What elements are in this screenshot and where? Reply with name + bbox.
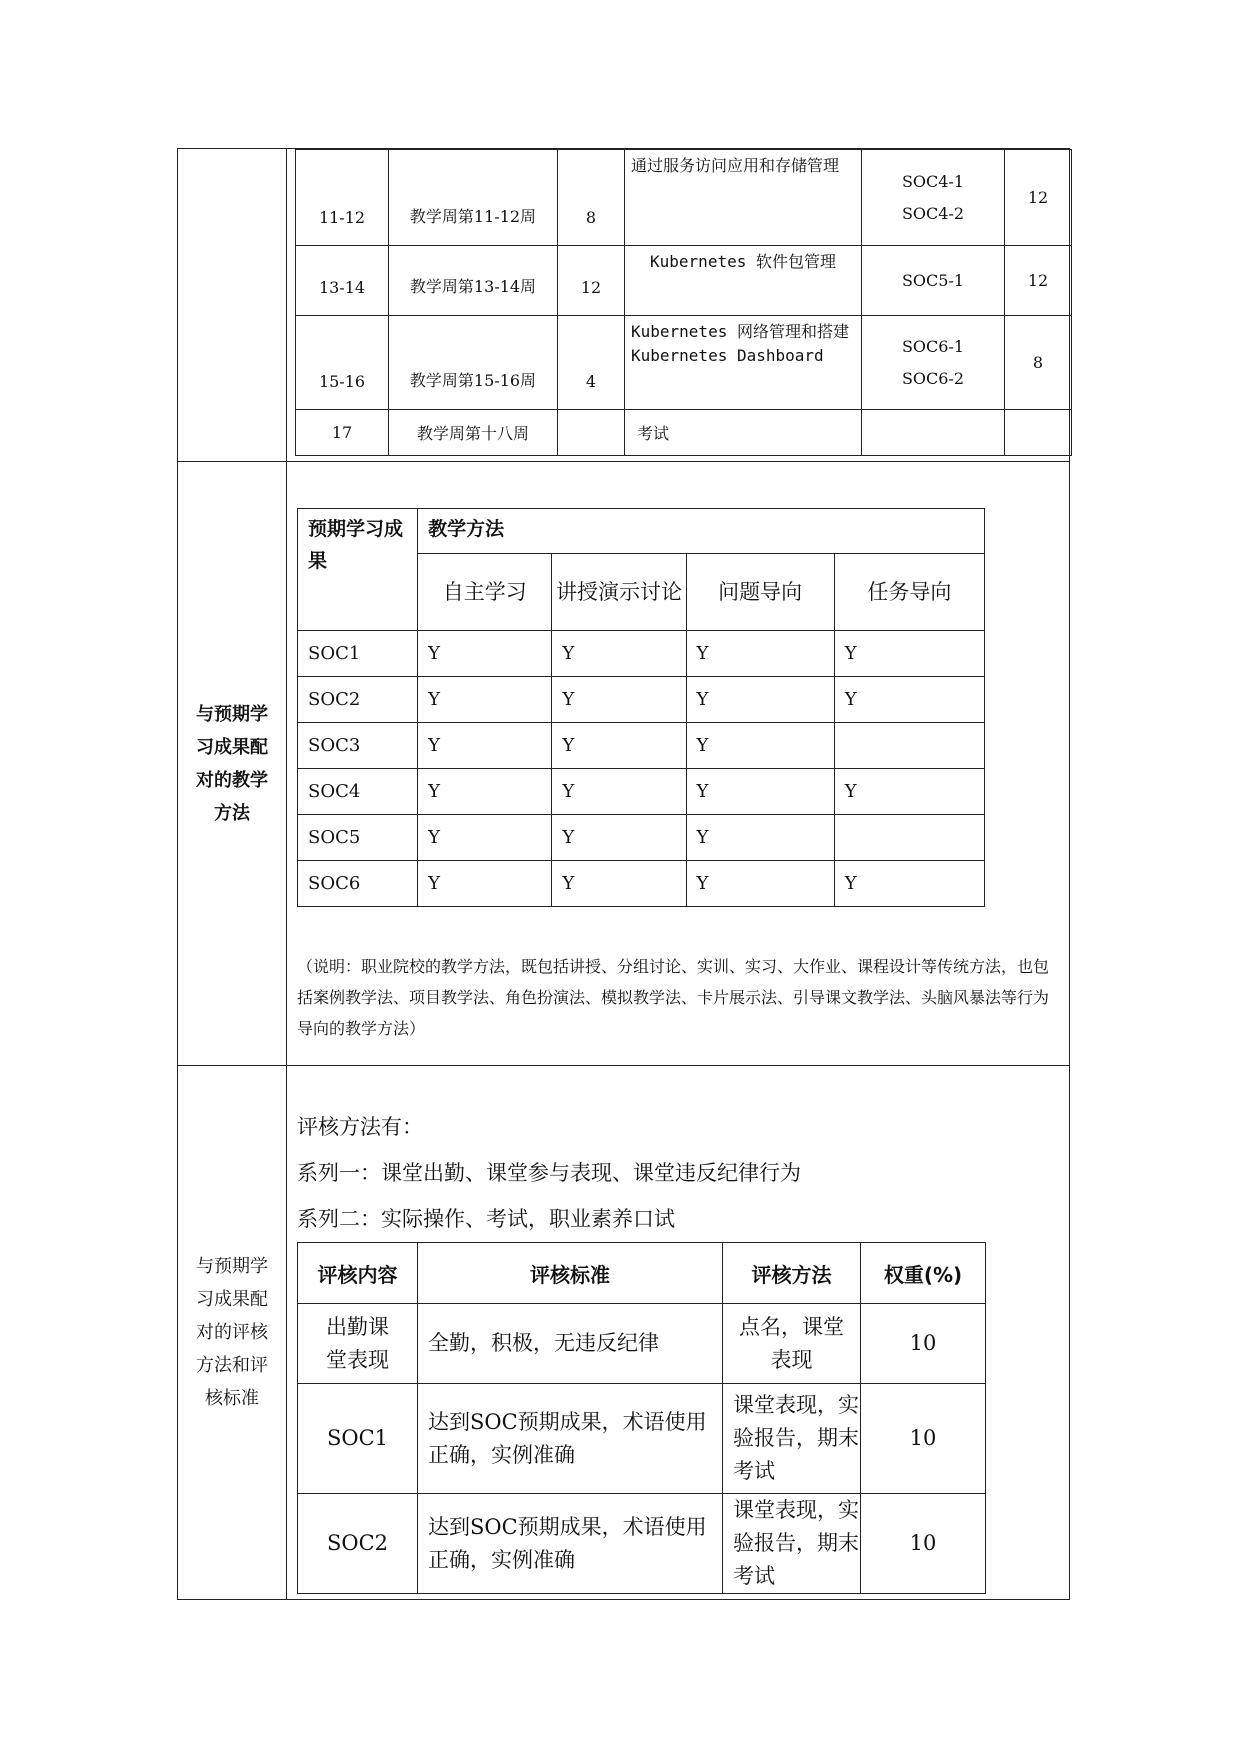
hours-cell xyxy=(558,410,625,456)
soc-code: SOC4-2 xyxy=(901,203,965,223)
method-mark: Y xyxy=(418,861,552,907)
method-mark: Y xyxy=(552,631,686,677)
table-row xyxy=(298,815,985,861)
method-mark: Y xyxy=(834,631,984,677)
teaching-methods-note: （说明：职业院校的教学方法，既包括讲授、分组讨论、实训、实习、大作业、课程设计等传统方法，也包括案例教学法、项目教学法、角色扮演法、模拟教学法、卡片展示法、引导课文教学法、头脑风暴法等行为导向的教学方法） xyxy=(297,957,1050,1038)
assessment-container xyxy=(287,1066,1070,1600)
section-label: 与预期学习成果配对的评核方法和评核标准 xyxy=(196,1256,268,1409)
hours-cell: 8 xyxy=(558,150,625,246)
content-cell: Kubernetes 软件包管理 xyxy=(625,246,862,316)
weight-cell xyxy=(1005,410,1072,456)
period-cell: 教学周第11-12周 xyxy=(389,150,558,246)
schedule-table xyxy=(295,149,1072,456)
content-cell: Kubernetes 网络管理和搭建Kubernetes Dashboard xyxy=(625,316,862,410)
soc-cell xyxy=(862,150,1005,246)
assess-weight: 10 xyxy=(861,1304,986,1384)
method-mark: Y xyxy=(686,723,834,769)
method-mark: Y xyxy=(418,723,552,769)
method-mark: Y xyxy=(686,861,834,907)
schedule-section xyxy=(178,149,1070,462)
assess-header: 评核方法 xyxy=(723,1243,861,1304)
weight-cell: 8 xyxy=(1005,316,1072,410)
assess-header: 评核内容 xyxy=(298,1243,418,1304)
method-mark: Y xyxy=(418,631,552,677)
teaching-methods-table xyxy=(297,508,985,907)
method-mark: Y xyxy=(418,677,552,723)
method-mark: Y xyxy=(686,677,834,723)
weight-cell: 12 xyxy=(1005,150,1072,246)
week-cell: 13-14 xyxy=(296,246,389,316)
method-mark: Y xyxy=(552,815,686,861)
method-mark: Y xyxy=(686,631,834,677)
assessment-intro: 评核方法有： xyxy=(297,1115,423,1139)
soc-cell xyxy=(862,316,1005,410)
assessment-section xyxy=(178,1066,1070,1600)
method-header: 问题导向 xyxy=(686,554,834,631)
table-row xyxy=(298,677,985,723)
table-row xyxy=(298,631,985,677)
weight-cell: 12 xyxy=(1005,246,1072,316)
soc-label: SOC5 xyxy=(298,815,418,861)
schedule-row xyxy=(296,246,1072,316)
period-cell: 教学周第十八周 xyxy=(389,410,558,456)
hours-cell: 12 xyxy=(558,246,625,316)
soc-code: SOC4-1 xyxy=(901,171,965,191)
method-mark: Y xyxy=(552,769,686,815)
soc-label: SOC6 xyxy=(298,861,418,907)
table-row xyxy=(298,1494,986,1594)
method-header: 自主学习 xyxy=(418,554,552,631)
table-row xyxy=(298,769,985,815)
assessment-series-2: 系列二：实际操作、考试，职业素养口试 xyxy=(297,1207,675,1231)
table-row xyxy=(298,723,985,769)
outcome-header: 预期学习成果 xyxy=(298,509,418,631)
soc-code: SOC5-1 xyxy=(901,270,965,290)
method-mark xyxy=(834,815,984,861)
assess-content: SOC2 xyxy=(298,1494,418,1594)
method-mark: Y xyxy=(834,769,984,815)
method-mark: Y xyxy=(834,861,984,907)
method-mark: Y xyxy=(686,815,834,861)
table-row xyxy=(298,861,985,907)
method-mark: Y xyxy=(552,861,686,907)
teaching-methods-container xyxy=(287,462,1070,1066)
assess-standard: 全勤，积极，无违反纪律 xyxy=(418,1304,723,1384)
method-mark: Y xyxy=(418,815,552,861)
method-mark: Y xyxy=(552,677,686,723)
schedule-container xyxy=(287,149,1070,462)
assess-content: SOC1 xyxy=(298,1384,418,1494)
schedule-row xyxy=(296,150,1072,246)
assess-method: 点名，课堂表现 xyxy=(723,1304,861,1384)
week-cell: 11-12 xyxy=(296,150,389,246)
assess-method: 课堂表现，实验报告，期末考试 xyxy=(723,1384,861,1494)
period-cell: 教学周第13-14周 xyxy=(389,246,558,316)
soc-cell xyxy=(862,246,1005,316)
assess-content: 出勤课堂表现 xyxy=(298,1304,418,1384)
course-outline-frame xyxy=(177,148,1070,1600)
content-cell: 考试 xyxy=(625,410,862,456)
soc-label: SOC4 xyxy=(298,769,418,815)
assess-standard: 达到SOC预期成果，术语使用正确，实例准确 xyxy=(418,1384,723,1494)
hours-cell: 4 xyxy=(558,316,625,410)
soc-label: SOC3 xyxy=(298,723,418,769)
assessment-table xyxy=(297,1242,986,1594)
assess-header: 评核标准 xyxy=(418,1243,723,1304)
week-cell: 17 xyxy=(296,410,389,456)
table-row xyxy=(298,1304,986,1384)
schedule-label-cell xyxy=(178,149,287,462)
schedule-row xyxy=(296,316,1072,410)
teaching-methods-label-cell xyxy=(178,462,287,1066)
content-cell: 通过服务访问应用和存储管理 xyxy=(625,150,862,246)
section-label: 与预期学习成果配对的教学方法 xyxy=(196,703,268,824)
teaching-methods-section xyxy=(178,462,1070,1066)
assess-standard: 达到SOC预期成果，术语使用正确，实例准确 xyxy=(418,1494,723,1594)
method-mark: Y xyxy=(418,769,552,815)
schedule-row xyxy=(296,410,1072,456)
assess-header: 权重(%) xyxy=(861,1243,986,1304)
soc-label: SOC1 xyxy=(298,631,418,677)
assessment-series-1: 系列一：课堂出勤、课堂参与表现、课堂违反纪律行为 xyxy=(297,1161,801,1185)
soc-cell xyxy=(862,410,1005,456)
method-header: 讲授演示讨论 xyxy=(552,554,686,631)
table-row xyxy=(298,1384,986,1494)
methods-header: 教学方法 xyxy=(418,509,985,554)
method-mark: Y xyxy=(552,723,686,769)
method-mark xyxy=(834,723,984,769)
method-header: 任务导向 xyxy=(834,554,984,631)
method-mark: Y xyxy=(686,769,834,815)
soc-code: SOC6-1 xyxy=(901,336,965,356)
week-cell: 15-16 xyxy=(296,316,389,410)
soc-code: SOC6-2 xyxy=(901,368,965,388)
assess-method: 课堂表现，实验报告，期末考试 xyxy=(723,1494,861,1594)
method-mark: Y xyxy=(834,677,984,723)
soc-label: SOC2 xyxy=(298,677,418,723)
assessment-label-cell xyxy=(178,1066,287,1600)
assess-weight: 10 xyxy=(861,1494,986,1594)
period-cell: 教学周第15-16周 xyxy=(389,316,558,410)
assess-weight: 10 xyxy=(861,1384,986,1494)
